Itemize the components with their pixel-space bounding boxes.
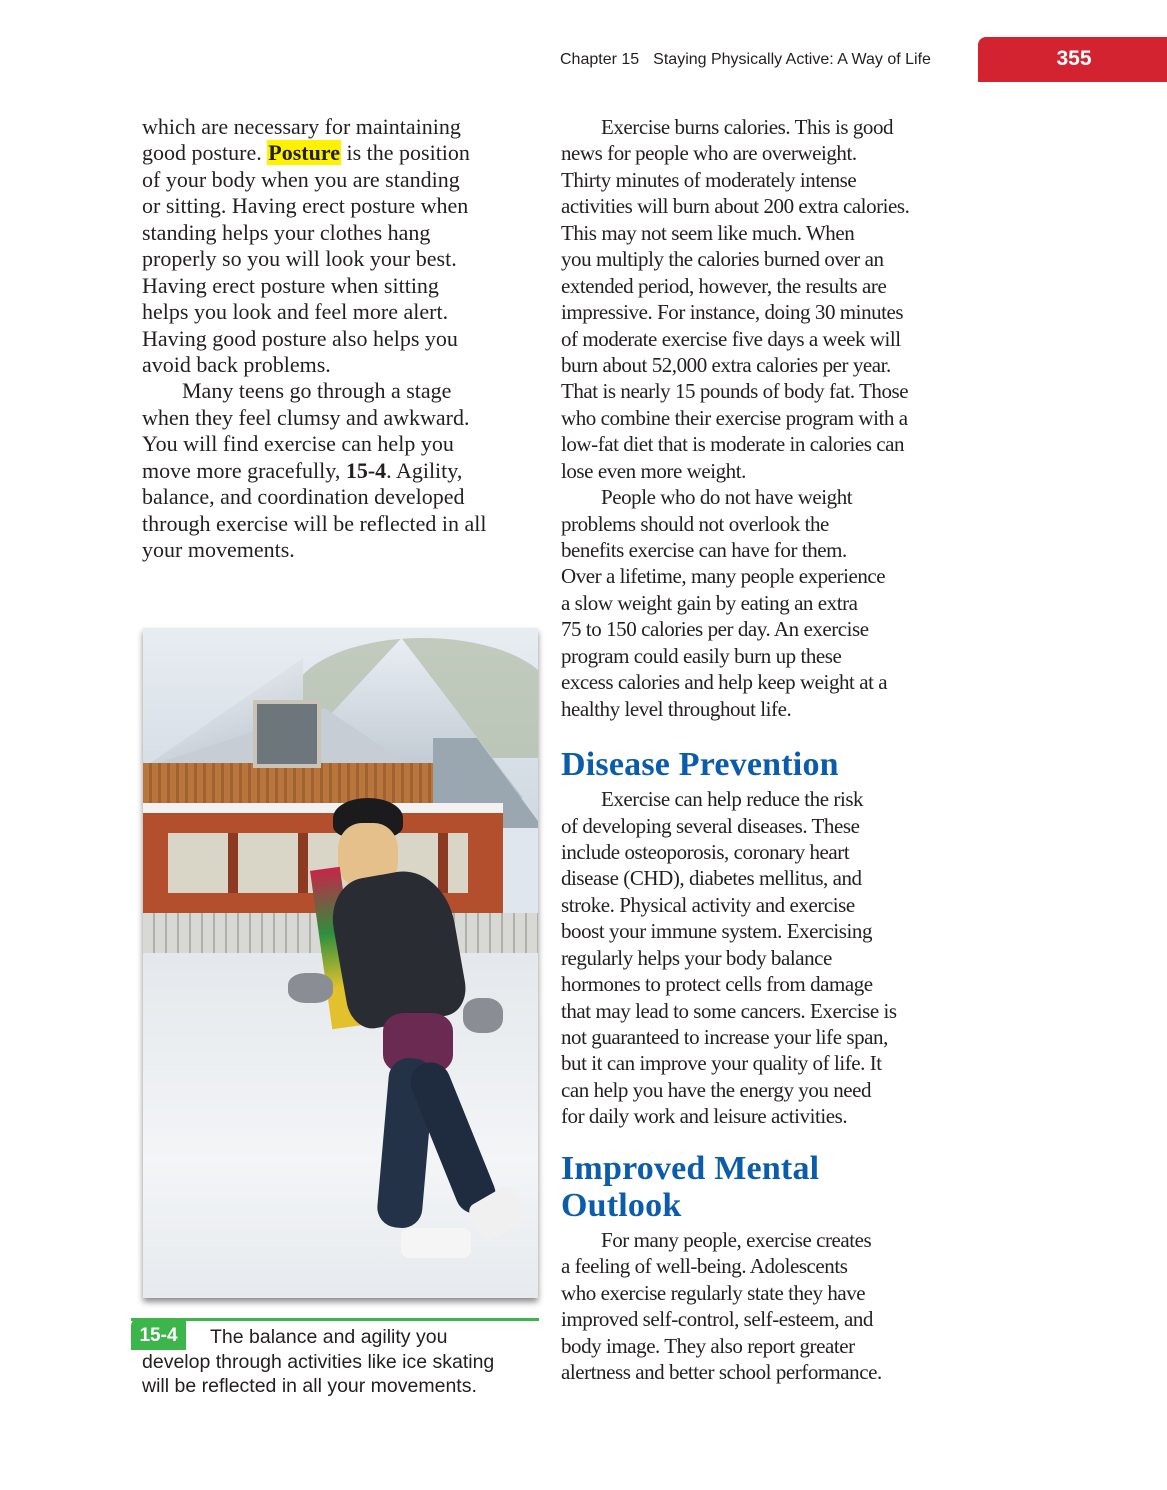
text-line: lose even more weight. bbox=[561, 458, 746, 483]
text-line: Exercise burns calories. This is good bbox=[601, 115, 894, 139]
text-span: . Agility, bbox=[386, 457, 463, 483]
text-line: improved self-control, self-esteem, and bbox=[561, 1307, 873, 1332]
text-line: a slow weight gain by eating an extra bbox=[561, 590, 858, 615]
right-column bbox=[561, 114, 909, 1385]
text-line bbox=[142, 140, 487, 166]
text-line: not guaranteed to increase your life span, bbox=[561, 1025, 888, 1049]
text-line: program could easily burn up these bbox=[561, 643, 842, 668]
text-line: extended period, however, the results are bbox=[561, 273, 887, 298]
text-line: activities will burn about 200 extra calories. bbox=[561, 194, 910, 219]
chapter-label: Chapter 15 bbox=[560, 51, 640, 68]
text-line: disease (CHD), diabetes mellitus, and bbox=[561, 866, 862, 891]
text-span: good posture. bbox=[142, 140, 268, 166]
figure-caption bbox=[142, 1325, 494, 1399]
paragraph bbox=[561, 484, 909, 722]
text-line: who exercise regularly state they have bbox=[561, 1280, 866, 1305]
paragraph bbox=[142, 167, 487, 379]
text-line: that may lead to some cancers. Exercise is bbox=[561, 998, 897, 1023]
text-line: impressive. For instance, doing 30 minutes bbox=[561, 300, 904, 325]
text-line: burn about 52,000 extra calories per year. bbox=[561, 352, 891, 377]
text-line: helps you look and feel more alert. bbox=[142, 299, 449, 325]
paragraph bbox=[142, 484, 487, 563]
figure-reference: 15-4 bbox=[345, 457, 387, 483]
running-header bbox=[560, 51, 931, 69]
text-line: regularly helps your body balance bbox=[561, 945, 832, 970]
text-line: alertness and better school performance. bbox=[561, 1359, 882, 1384]
caption-line: The balance and agility you bbox=[210, 1326, 448, 1348]
text-line: You will find exercise can help you bbox=[142, 431, 454, 457]
text-line: through exercise will be reflected in all bbox=[142, 510, 487, 536]
text-line: Exercise can help reduce the risk bbox=[601, 787, 864, 812]
section-heading-disease-prevention: Disease Prevention bbox=[561, 746, 839, 784]
text-line: Having erect posture when sitting bbox=[142, 272, 439, 298]
text-line: hormones to protect cells from damage bbox=[561, 972, 873, 997]
text-line bbox=[142, 458, 487, 484]
page-number-tab bbox=[978, 37, 1167, 82]
text-line: for daily work and leisure activities. bbox=[561, 1104, 848, 1129]
left-column bbox=[142, 114, 487, 563]
text-line: properly so you will look your best. bbox=[142, 246, 457, 272]
text-line: For many people, exercise creates bbox=[601, 1227, 872, 1252]
text-line: standing helps your clothes hang bbox=[142, 219, 431, 245]
highlighted-term-posture: Posture bbox=[268, 140, 340, 166]
text-line: Having good posture also helps you bbox=[142, 325, 458, 351]
text-line: Thirty minutes of moderately intense bbox=[561, 167, 857, 192]
figure-photo-ice-skater bbox=[143, 628, 538, 1298]
caption-line: develop through activities like ice skating bbox=[142, 1350, 495, 1373]
text-line: body image. They also report greater bbox=[561, 1333, 855, 1358]
text-line: boost your immune system. Exercising bbox=[561, 919, 873, 944]
text-line: which are necessary for maintaining bbox=[142, 114, 461, 139]
paragraph bbox=[142, 378, 487, 457]
section-heading-improved-mental-outlook bbox=[561, 1150, 909, 1224]
text-line: problems should not overlook the bbox=[561, 511, 829, 536]
text-line: This may not seem like much. When bbox=[561, 220, 855, 245]
heading-line: Improved Mental bbox=[561, 1149, 820, 1187]
heading-line: Outlook bbox=[561, 1186, 682, 1224]
text-line: healthy level throughout life. bbox=[561, 696, 792, 721]
text-line: include osteoporosis, coronary heart bbox=[561, 839, 850, 864]
text-line: news for people who are overweight. bbox=[561, 141, 857, 166]
text-line: benefits exercise can have for them. bbox=[561, 538, 847, 562]
text-line: of developing several diseases. These bbox=[561, 813, 860, 838]
text-span: move more gracefully, bbox=[142, 457, 346, 483]
text-line: avoid back problems. bbox=[142, 351, 331, 377]
paragraph bbox=[561, 786, 909, 1130]
text-line: Many teens go through a stage bbox=[182, 378, 452, 404]
text-line: but it can improve your quality of life. It bbox=[561, 1051, 882, 1076]
text-line: Over a lifetime, many people experience bbox=[561, 564, 886, 589]
text-line: your movements. bbox=[142, 537, 295, 562]
caption-line: will be reflected in all your movements. bbox=[142, 1375, 477, 1397]
caption-rule bbox=[131, 1318, 539, 1321]
text-line: you multiply the calories burned over an bbox=[561, 247, 884, 272]
text-line: who combine their exercise program with a bbox=[561, 405, 908, 430]
figure-label-badge: 15-4 bbox=[131, 1318, 186, 1350]
text-line: 75 to 150 calories per day. An exercise bbox=[561, 617, 869, 642]
text-line: balance, and coordination developed bbox=[142, 484, 465, 510]
text-line: a feeling of well-being. Adolescents bbox=[561, 1254, 848, 1279]
text-line: stroke. Physical activity and exercise bbox=[561, 892, 855, 917]
text-line: excess calories and help keep weight at a bbox=[561, 670, 888, 695]
text-line: when they feel clumsy and awkward. bbox=[142, 404, 470, 430]
chapter-title: Staying Physically Active: A Way of Life bbox=[653, 51, 931, 68]
text-line: of moderate exercise five days a week will bbox=[561, 326, 901, 351]
text-line: People who do not have weight bbox=[601, 485, 853, 510]
text-line: of your body when you are standing bbox=[142, 166, 460, 192]
paragraph bbox=[561, 114, 909, 484]
text-line: can help you have the energy you need bbox=[561, 1077, 872, 1102]
paragraph bbox=[561, 1227, 909, 1386]
text-line: That is nearly 15 pounds of body fat. Those bbox=[561, 379, 909, 404]
page-number: 355 bbox=[1056, 47, 1092, 70]
text-line: or sitting. Having erect posture when bbox=[142, 193, 469, 219]
text-span: is the position bbox=[340, 140, 470, 166]
text-line: low-fat diet that is moderate in calories can bbox=[561, 432, 905, 457]
